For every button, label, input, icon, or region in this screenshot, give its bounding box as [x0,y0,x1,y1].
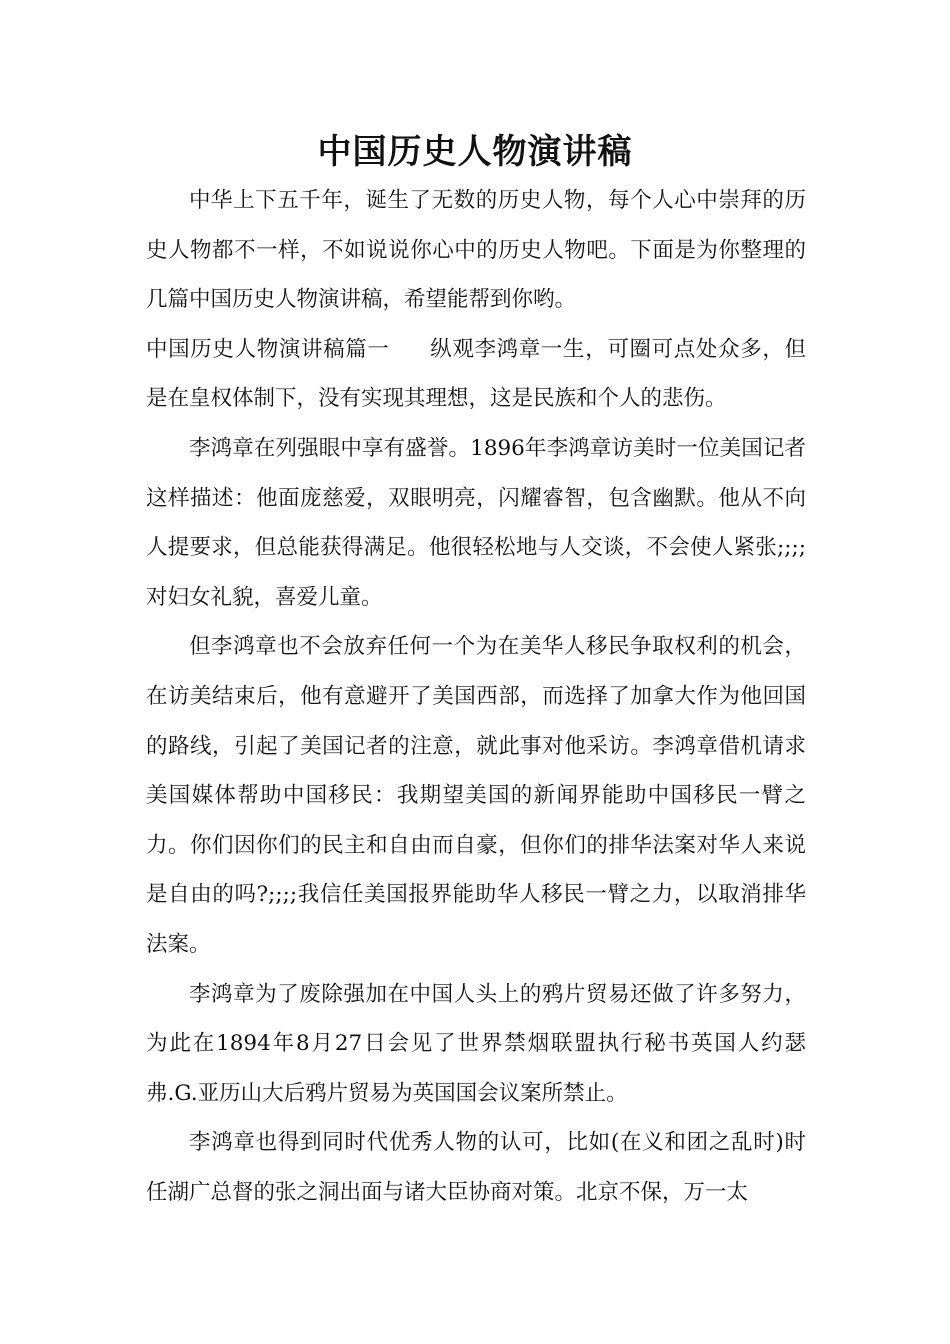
body-paragraph: 但李鸿章也不会放弃任何一个为在美华人移民争取权利的机会，在访美结束后，他有意避开了美国西部，而选择了加拿大作为他回国的路线，引起了美国记者的注意，就此事对他采访。李鸿章借机请求美国媒体帮助中国移民：我期望美国的新闻界能助中国移民一臂之力。你们因你们的民主和自由而自豪，但你们的排华法案对华人来说是自由的吗?;;;;我信任美国报界能助华人移民一臂之力，以取消排华法案。 [146,634,806,957]
body-paragraph: 李鸿章也得到同时代优秀人物的认可，比如(在义和团之乱时)时任湖广总督的张之洞出面与诸大臣协商对策。北京不保，万一太 [146,1130,806,1205]
body-paragraph: 李鸿章在列强眼中享有盛誉。1896年李鸿章访美时一位美国记者这样描述：他面庞慈爱，双眼明亮，闪耀睿智，包含幽默。他从不向人提要求，但总能获得满足。他很轻松地与人交谈，不会使人紧张;;;;对妇女礼貌，喜爱儿童。 [146,435,806,610]
section-one-paragraph [146,325,806,424]
intro-paragraph: 中华上下五千年，诞生了无数的历史人物，每个人心中崇拜的历史人物都不一样，不如说说你心中的历史人物吧。下面是为你整理的几篇中国历史人物演讲稿，希望能帮到你哟。 [146,188,806,313]
section-lead: 纵观李鸿章一生，可圈可点处众多，但是在皇权体制下，没有实现其理想，这是民族和个人的悲伤。 [146,336,806,412]
section-heading: 中国历史人物演讲稿篇一 [146,336,390,362]
document-body [146,176,806,1217]
body-paragraph: 李鸿章为了废除强加在中国人头上的鸦片贸易还做了许多努力，为此在1894年8月27日会见了世界禁烟联盟执行秘书英国人约瑟弗.G.亚历山大后鸦片贸易为英国国会议案所禁止。 [146,981,806,1106]
document-title: 中国历史人物演讲稿 [317,132,633,172]
